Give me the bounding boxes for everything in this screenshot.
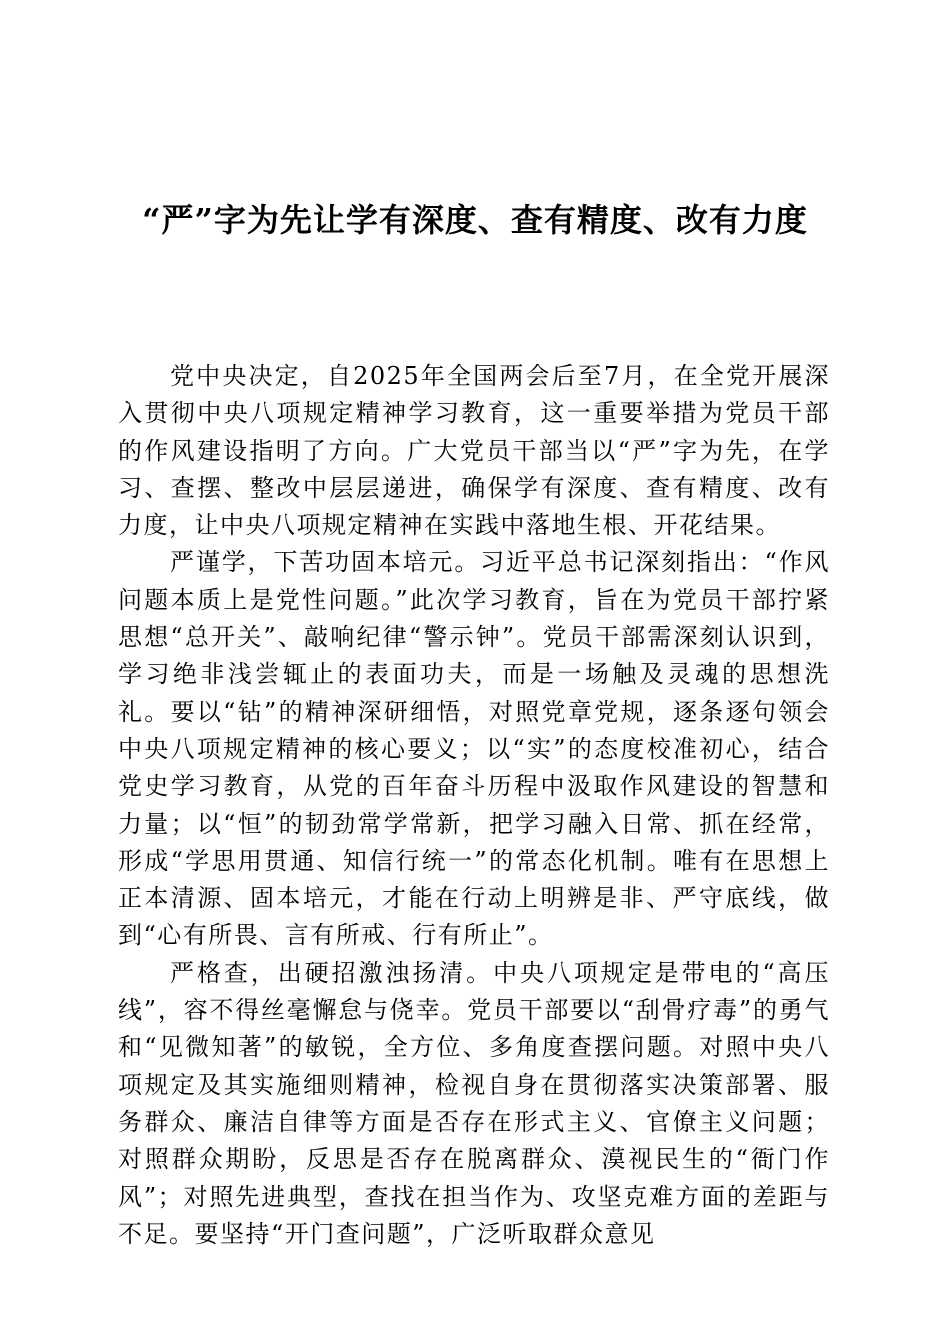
- paragraph: 党中央决定，自2025年全国两会后至7月，在全党开展深入贯彻中央八项规定精神学习教育，这一重要举措为党员干部的作风建设指明了方向。广大党员干部当以“严”字为先，在学习、查摆、整改中层层递进，确保学有深度、查有精度、改有力度，让中央八项规定精神在实践中落地生根、开花结果。: [118, 362, 830, 540]
- document-title: “严”字为先让学有深度、查有精度、改有力度: [142, 201, 808, 239]
- paragraph: 严格查，出硬招激浊扬清。中央八项规定是带电的“高压线”，容不得丝毫懈怠与侥幸。党员干部要以“刮骨疗毒”的勇气和“见微知著”的敏锐，全方位、多角度查摆问题。对照中央八项规定及其实施细则精神，检视自身在贯彻落实决策部署、服务群众、廉洁自律等方面是否存在形式主义、官僚主义问题；对照群众期盼，反思是否存在脱离群众、漠视民生的“衙门作风”；对照先进典型，查找在担当作为、攻坚克难方面的差距与不足。要坚持“开门查问题”，广泛听取群众意见: [118, 958, 830, 1248]
- paragraph: 严谨学，下苦功固本培元。习近平总书记深刻指出：“作风问题本质上是党性问题。”此次学习教育，旨在为党员干部拧紧思想“总开关”、敲响纪律“警示钟”。党员干部需深刻认识到，学习绝非浅尝辄止的表面功夫，而是一场触及灵魂的思想洗礼。要以“钻”的精神深研细悟，对照党章党规，逐条逐句领会中央八项规定精神的核心要义；以“实”的态度校准初心，结合党史学习教育，从党的百年奋斗历程中汲取作风建设的智慧和力量；以“恒”的韧劲常学常新，把学习融入日常、抓在经常，形成“学思用贯通、知信行统一”的常态化机制。唯有在思想上正本清源、固本培元，才能在行动上明辨是非、严守底线，做到“心有所畏、言有所戒、行有所止”。: [118, 548, 830, 950]
- document-body: [118, 358, 830, 1253]
